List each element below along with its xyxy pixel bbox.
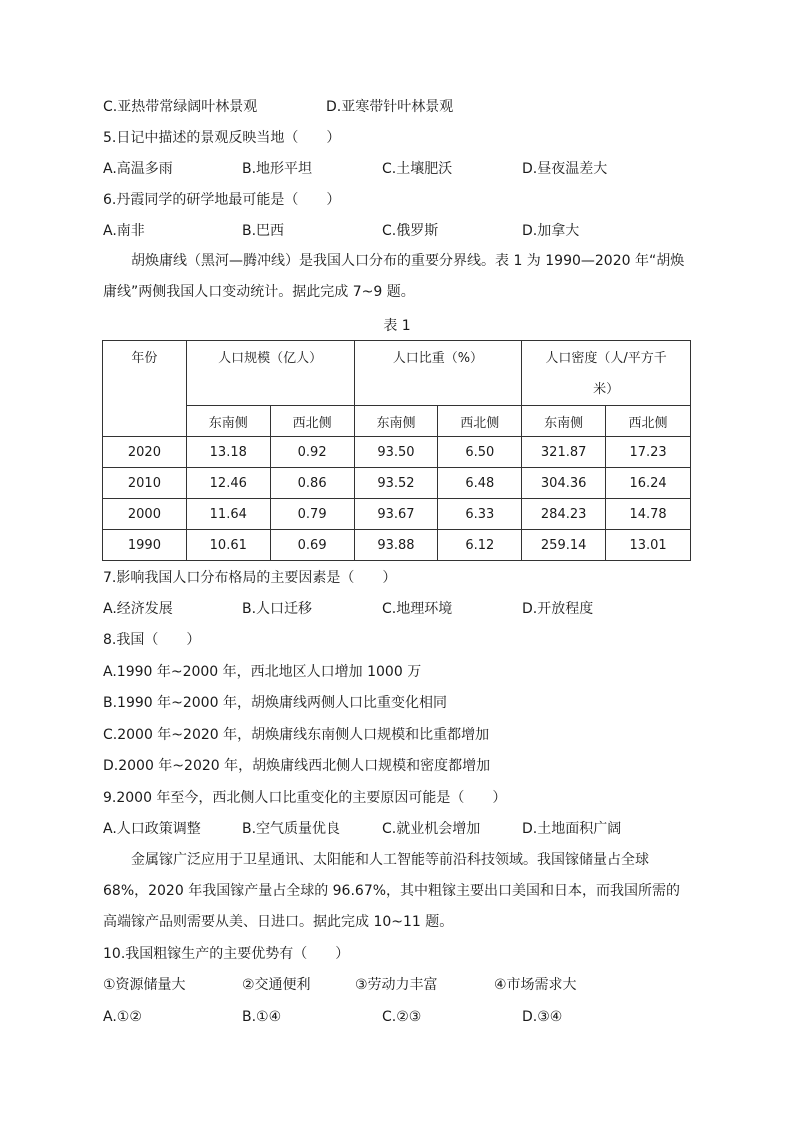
header-side: 东南侧	[186, 406, 270, 437]
q7-stem: 7.影响我国人口分布格局的主要因素是（ ）	[103, 570, 397, 586]
q5-option-d: D.昼夜温差大	[522, 161, 608, 177]
header-side: 东南侧	[354, 406, 438, 437]
table-cell: 0.69	[270, 530, 354, 561]
q5-option-a: A.高温多雨	[103, 161, 173, 177]
q10-item-3: ③劳动力丰富	[355, 977, 438, 993]
table-cell: 6.50	[438, 437, 522, 468]
q6-stem: 6.丹霞同学的研学地最可能是（ ）	[103, 192, 341, 208]
q4-option-d: D.亚寒带针叶林景观	[326, 99, 454, 115]
q5-option-c: C.土壤肥沃	[382, 161, 453, 177]
q7-option-c: C.地理环境	[382, 601, 453, 617]
q8-option-a: A.1990 年~2000 年，西北地区人口增加 1000 万	[103, 664, 422, 680]
table-cell: 14.78	[606, 499, 691, 530]
q8-option-d: D.2000 年~2020 年，胡焕庸线西北侧人口规模和密度都增加	[103, 758, 491, 774]
q7-option-a: A.经济发展	[103, 601, 173, 617]
table-cell: 13.18	[186, 437, 270, 468]
table-cell: 0.92	[270, 437, 354, 468]
q9-option-a: A.人口政策调整	[103, 821, 201, 837]
q10-item-1: ①资源储量大	[103, 977, 186, 993]
q10-stem: 10.我国粗镓生产的主要优势有（ ）	[103, 946, 350, 962]
q8-option-b: B.1990 年~2000 年，胡焕庸线两侧人口比重变化相同	[103, 695, 447, 711]
table-cell: 6.33	[438, 499, 522, 530]
q9-option-c: C.就业机会增加	[382, 821, 481, 837]
table-cell: 93.88	[354, 530, 438, 561]
q4-option-c: C.亚热带常绿阔叶林景观	[103, 99, 258, 115]
table-cell: 6.48	[438, 468, 522, 499]
q10-option-d: D.③④	[522, 1009, 563, 1025]
q7-option-d: D.开放程度	[522, 601, 594, 617]
q10-item-4: ④市场需求大	[494, 977, 577, 993]
population-table	[102, 340, 691, 561]
passage-gallium: 金属镓广泛应用于卫星通讯、太阳能和人工智能等前沿科技领域。我国镓储量占全球 68%，2020 年我国镓产量占全球的 96.67%，其中粗镓主要出口美国和日本，而我国所需的高端镓产品则需要从美、日进口。据此完成 10~11 题。	[103, 852, 681, 930]
table-cell: 259.14	[522, 530, 606, 561]
q6-option-c: C.俄罗斯	[382, 223, 439, 239]
table-cell: 304.36	[522, 468, 606, 499]
table-row	[103, 468, 691, 499]
q5-option-b: B.地形平坦	[242, 161, 313, 177]
table-cell: 16.24	[606, 468, 691, 499]
q9-option-b: B.空气质量优良	[242, 821, 341, 837]
table-caption: 表 1	[383, 318, 411, 334]
table-cell: 2000	[103, 499, 187, 530]
header-group-density: 人口密度（人/平方千米）	[522, 341, 691, 406]
q7-option-b: B.人口迁移	[242, 601, 313, 617]
table-row	[103, 437, 691, 468]
table-cell: 10.61	[186, 530, 270, 561]
q8-option-c: C.2000 年~2020 年，胡焕庸线东南侧人口规模和比重都增加	[103, 727, 490, 743]
table-row	[103, 499, 691, 530]
table-cell: 93.67	[354, 499, 438, 530]
table-cell: 12.46	[186, 468, 270, 499]
q9-option-d: D.土地面积广阔	[522, 821, 622, 837]
table-cell: 93.50	[354, 437, 438, 468]
table-cell: 284.23	[522, 499, 606, 530]
q10-option-c: C.②③	[382, 1009, 422, 1025]
header-group-share: 人口比重（%）	[354, 341, 522, 406]
table-cell: 2020	[103, 437, 187, 468]
header-side: 西北侧	[438, 406, 522, 437]
header-side: 西北侧	[270, 406, 354, 437]
table-cell: 13.01	[606, 530, 691, 561]
q10-option-a: A.①②	[103, 1009, 142, 1025]
q10-option-b: B.①④	[242, 1009, 282, 1025]
q6-option-b: B.巴西	[242, 223, 285, 239]
header-group-scale: 人口规模（亿人）	[186, 341, 354, 406]
table-cell: 6.12	[438, 530, 522, 561]
q9-stem: 9.2000 年至今，西北侧人口比重变化的主要原因可能是（ ）	[103, 790, 507, 806]
passage-huhuanyong-line: 胡焕庸线（黑河—腾冲线）是我国人口分布的重要分界线。表 1 为 1990—2020 年“胡焕庸线”两侧我国人口变动统计。据此完成 7~9 题。	[103, 253, 685, 300]
q6-option-d: D.加拿大	[522, 223, 580, 239]
table-cell: 11.64	[186, 499, 270, 530]
table-cell: 321.87	[522, 437, 606, 468]
header-year: 年份	[103, 341, 187, 437]
table-cell: 17.23	[606, 437, 691, 468]
q8-stem: 8.我国（ ）	[103, 632, 201, 648]
header-side: 西北侧	[606, 406, 691, 437]
table-cell: 0.86	[270, 468, 354, 499]
table-cell: 2010	[103, 468, 187, 499]
q10-item-2: ②交通便利	[242, 977, 311, 993]
table-cell: 93.52	[354, 468, 438, 499]
table-cell: 1990	[103, 530, 187, 561]
table-row	[103, 530, 691, 561]
table-cell: 0.79	[270, 499, 354, 530]
q6-option-a: A.南非	[103, 223, 145, 239]
q5-stem: 5.日记中描述的景观反映当地（ ）	[103, 130, 341, 146]
header-side: 东南侧	[522, 406, 606, 437]
